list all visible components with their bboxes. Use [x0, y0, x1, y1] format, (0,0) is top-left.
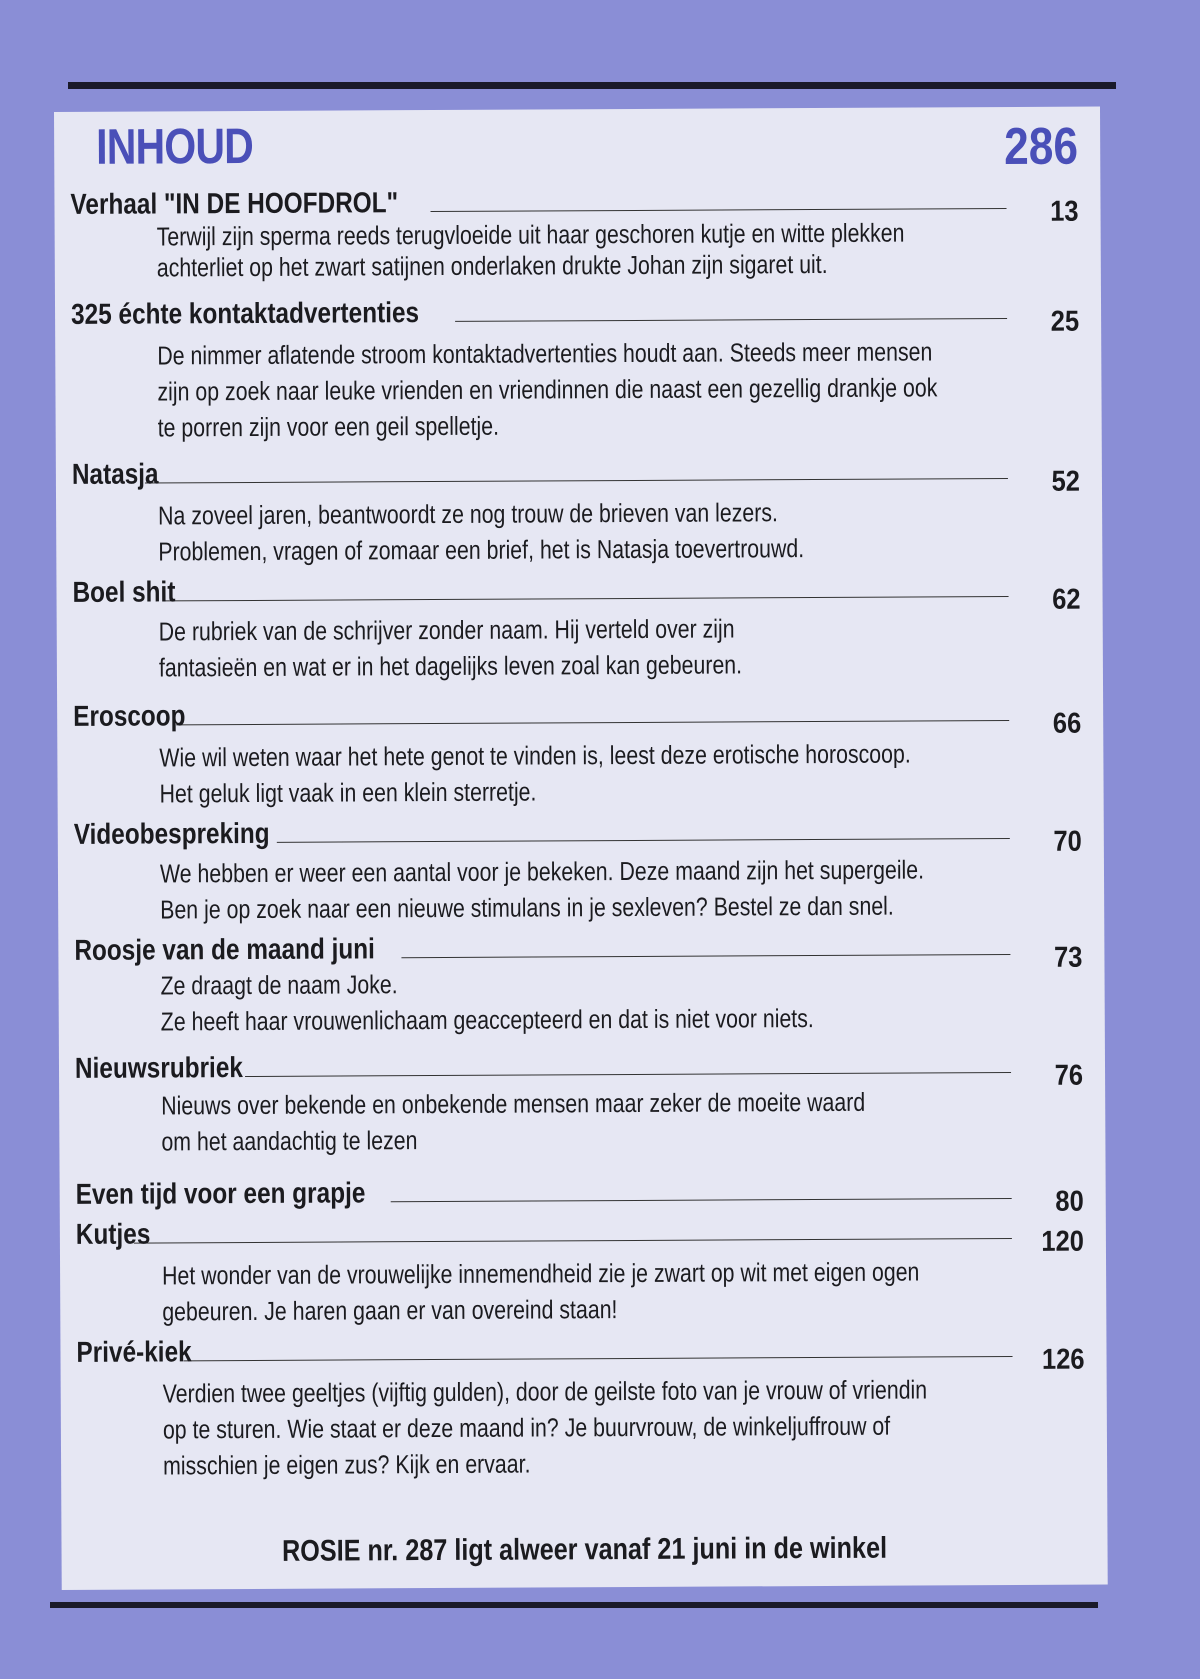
toc-entry-head	[70, 287, 1080, 338]
toc-entry[interactable]	[76, 1325, 1085, 1484]
toc-entry[interactable]	[74, 807, 1083, 928]
toc-entry-title: Natasja	[71, 458, 159, 491]
toc-entry[interactable]	[75, 1041, 1084, 1160]
toc-entry-head	[73, 689, 1082, 740]
toc-entry-description: Nieuws over bekende en onbekende mensen maar zeker de moeite waard om het aandachtig te lezen	[161, 1086, 866, 1157]
top-rule	[68, 82, 1116, 89]
toc-entry-description: Het wonder van de vrouwelijke innemendheid zie je zwart op wit met eigen ogen gebeuren. Je haren gaan er van overeind staan!	[162, 1256, 920, 1327]
toc-entry-head	[72, 565, 1081, 616]
toc-entry-title: Videobespreking	[73, 817, 270, 851]
toc-entry[interactable]	[76, 1207, 1085, 1330]
next-issue-notice: ROSIE nr. 287 ligt alweer vanaf 21 juni in de winkel	[281, 1531, 888, 1568]
toc-entry-page: 25	[1050, 305, 1080, 338]
toc-entry[interactable]	[71, 287, 1080, 446]
toc-entry-title: Roosje van de maand juni	[74, 933, 375, 967]
dot-leader	[183, 1356, 1012, 1361]
dot-leader	[145, 478, 1008, 484]
toc-entry[interactable]	[74, 923, 1083, 1040]
toc-entry-page: 76	[1054, 1059, 1084, 1092]
toc-entry-title: Privé-kiek	[76, 1336, 192, 1369]
dot-leader	[165, 596, 1009, 601]
issue-number: 286	[1004, 117, 1079, 177]
page-title: INHOUD	[96, 117, 254, 175]
toc-entry-page: 70	[1053, 825, 1082, 858]
dot-leader	[402, 954, 1011, 958]
toc-entry-title: Eroscoop	[73, 700, 186, 733]
toc-entry-page: 80	[1055, 1185, 1084, 1218]
dot-leader	[277, 838, 1010, 843]
toc-entry-description: Terwijl zijn sperma reeds terugvloeide uit haar geschoren kutje en witte plekken achterliet op het zwart satijnen onderlaken drukte Johan zijn sigaret uit.	[156, 217, 905, 283]
dot-leader	[177, 720, 1010, 725]
dot-leader	[134, 1238, 1012, 1244]
dot-leader	[455, 318, 1007, 322]
toc-entry-title: Verhaal "IN DE HOOFDROL"	[70, 187, 399, 221]
toc-entry-description: De nimmer aflatende stroom kontaktadvertenties houdt aan. Steeds meer mensen zijn op zoek naar leuke vrienden en vriendinnen die naast een gezellig drankje ook te porren zijn voor een geil spelletje.	[157, 336, 938, 443]
toc-entry-head	[74, 923, 1083, 974]
toc-entry-head	[70, 177, 1079, 228]
toc-entry-title: Boel shit	[72, 576, 176, 609]
toc-entry-page: 52	[1051, 465, 1081, 498]
toc-entry-head	[75, 1167, 1084, 1218]
toc-entry-title: Even tijd voor een grapje	[75, 1177, 366, 1211]
toc-entry-page: 66	[1052, 707, 1082, 740]
toc-entry-description: Ze draagt de naam Joke. Ze heeft haar vrouwenlichaam geaccepteerd en dat is niet voor niets.	[160, 969, 814, 1037]
toc-entry-head	[76, 1325, 1085, 1376]
toc-entry-page: 62	[1052, 583, 1081, 616]
toc-entry[interactable]	[70, 177, 1079, 284]
toc-entry-page: 73	[1053, 941, 1083, 974]
contents-panel	[54, 107, 1108, 1590]
bottom-rule	[50, 1602, 1098, 1608]
toc-entry-description: Wie wil weten waar het hete genot te vinden is, leest deze erotische horoscoop. Het geluk ligt vaak in een klein sterretje.	[159, 738, 911, 809]
dot-leader	[390, 1198, 1011, 1202]
toc-list	[70, 177, 1085, 1484]
toc-entry-page: 120	[1041, 1225, 1085, 1258]
dot-leader	[430, 208, 1006, 212]
dot-leader	[245, 1072, 1011, 1077]
toc-entry-description: We hebben er weer een aantal voor je bekeken. Deze maand zijn het supergeile. Ben je op zoek naar een nieuwe stimulans in je sexleven? Bestel ze dan snel.	[159, 854, 925, 925]
toc-entry-description: De rubriek van de schrijver zonder naam. Hij verteld over zijn fantasieën en wat er in het dagelijks leven zoal kan gebeuren.	[158, 613, 743, 683]
toc-entry-head	[74, 1041, 1084, 1092]
toc-entry-description: Na zoveel jaren, beantwoordt ze nog trouw de brieven van lezers. Problemen, vragen of zomaar een brief, het is Natasja toevertrouwd.	[158, 497, 805, 567]
contents-header	[70, 107, 1078, 180]
toc-entry-title: Kutjes	[75, 1218, 151, 1251]
toc-entry-head	[73, 807, 1082, 858]
toc-entry-page: 126	[1041, 1343, 1085, 1376]
toc-entry-description: Verdien twee geeltjes (vijftig gulden), door de geilste foto van je vrouw of vriendin op te sturen. Wie staat er deze maand in? Je buurvrouw, de winkeljuffrouw of misschien je eigen zus? Kijk en ervaar.	[162, 1374, 928, 1481]
toc-entry-head	[75, 1207, 1085, 1258]
toc-entry[interactable]	[73, 689, 1082, 812]
toc-entry-title: Nieuwsrubriek	[74, 1052, 243, 1085]
toc-entry[interactable]	[75, 1167, 1084, 1218]
toc-entry-title: 325 échte kontaktadvertenties	[70, 297, 420, 331]
toc-entry-head	[71, 447, 1081, 498]
toc-entry[interactable]	[72, 565, 1081, 686]
toc-entry-page: 13	[1050, 195, 1079, 228]
toc-entry[interactable]	[72, 447, 1081, 570]
